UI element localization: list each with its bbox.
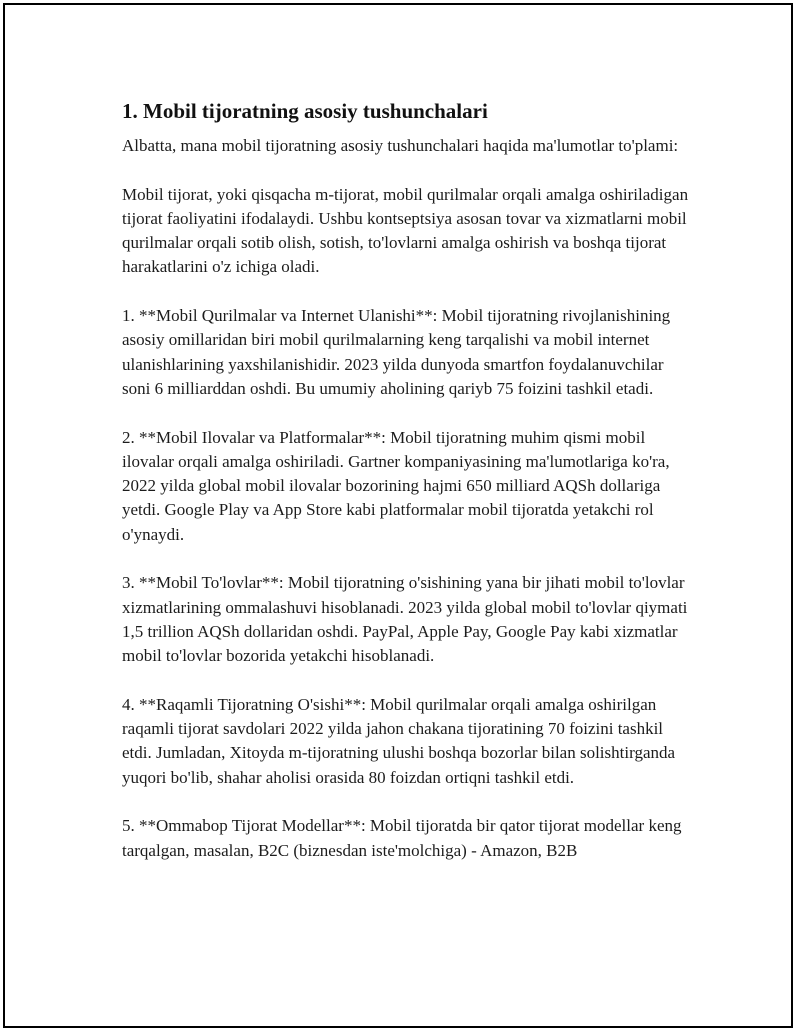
page-border [3,3,793,1028]
intro-paragraph: Albatta, mana mobil tijoratning asosiy tushunchalari haqida ma'lumotlar to'plami: [122,136,679,155]
point-3-paragraph: 3. **Mobil To'lovlar**: Mobil tijoratning o'sishining yana bir jihati mobil to'lovlar xizmatlarining ommalashuvi hisoblanadi. 2023 yilda global mobil to'lovlar qiymati 1,5 trillion AQSh dollaridan oshdi. PayPal, Apple Pay, Google Pay kabi xizmatlar mobil to'lovlar bozorida yetakchi hisoblanadi. [122,573,688,666]
point-5-paragraph: 5. **Ommabop Tijorat Modellar**: Mobil tijoratda bir qator tijorat modellar keng tarqalgan, masalan, B2C (biznesdan iste'molchiga) - Amazon, B2B [122,816,682,860]
document-body [122,98,694,863]
point-1-paragraph: 1. **Mobil Qurilmalar va Internet Ulanishi**: Mobil tijoratning rivojlanishining asosiy omillaridan biri mobil qurilmalarning keng tarqalishi va mobil internet ulanishlarining yaxshilanishidir. 2023 yilda dunyoda smartfon foydalanuvchilar soni 6 milliarddan oshdi. Bu umumiy aholining qariyb 75 foizini tashkil etadi. [122,306,671,398]
section-title: 1. Mobil tijoratning asosiy tushunchalari [122,99,488,123]
point-4-paragraph: 4. **Raqamli Tijoratning O'sishi**: Mobil qurilmalar orqali amalga oshirilgan raqamli tijorat savdolari 2022 yilda jahon chakana tijoratining 70 foizini tashkil etdi. Jumladan, Xitoyda m-tijoratning ulushi boshqa bozorlar bilan solishtirganda yuqori bo'lib, shahar aholisi orasida 80 foizdan ortiqni tashkil etdi. [122,694,676,787]
point-2-paragraph: 2. **Mobil Ilovalar va Platformalar**: Mobil tijoratning muhim qismi mobil ilovalar orqali amalga oshiriladi. Gartner kompaniyasining ma'lumotlariga ko'ra, 2022 yilda global mobil ilovalar bozorining hajmi 650 milliard AQSh dollariga yetdi. Google Play va App Store kabi platformalar mobil tijoratda yetakchi rol o'ynaydi. [122,427,670,544]
definition-paragraph: Mobil tijorat, yoki qisqacha m-tijorat, mobil qurilmalar orqali amalga oshiriladigan tijorat faoliyatini ifodalaydi. Ushbu kontseptsiya asosan tovar va xizmatlarni mobil qurilmalar orqali sotib olish, sotish, to'lovlarni amalga oshirish va boshqa tijorat harakatlarini o'z ichiga oladi. [122,184,689,277]
